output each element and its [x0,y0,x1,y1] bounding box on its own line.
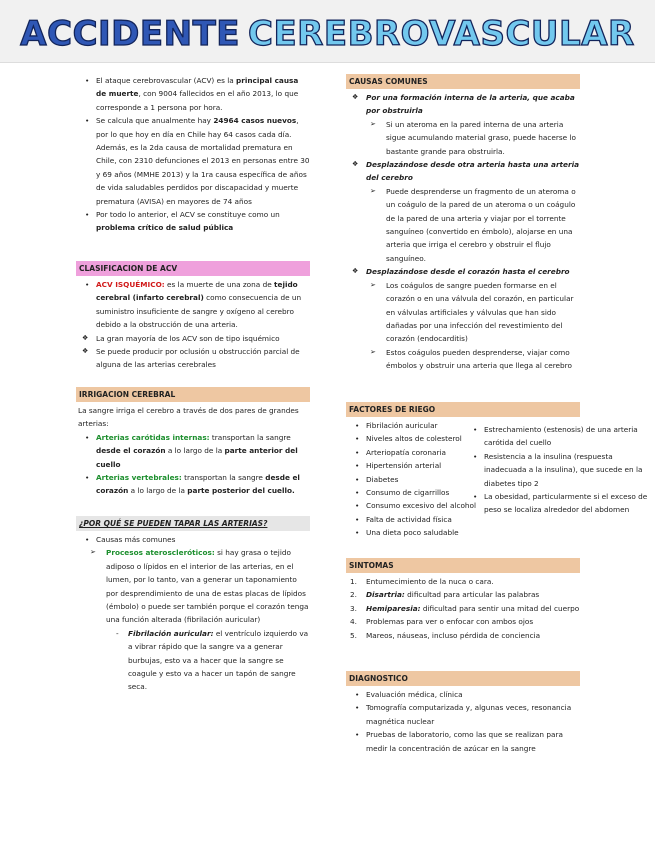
title-part-2: CEREBROVASCULAR [248,14,635,54]
page-title [0,14,655,54]
procesos-item: ➢ Procesos ateroscleróticos: si hay grasa o tejido adiposo o lípidos en el interior de las arterias, en el lumen, por lo tanto, van a generar un taponamiento por desprendimiento de una de estas placas de lípidos (émbolo) o puede ser también porque el corazón tenga una función alterada (fibrilación auricular) [76,546,310,626]
clasificacion-subitem: ❖ Se puede producir por oclusión u obstrucción parcial de alguna de las arterias cerebrales [76,345,310,372]
title-part-1: ACCIDENTE [20,14,240,54]
factor-item: • Arteriopatía coronaria [346,446,478,459]
intro-item: • Se calcula que anualmente hay 24964 casos nuevos, por lo que hoy en día en Chile hay 64 casos cada día. Además, es la 2da causa de mortalidad prematura en Chile, con 2310 defunciones el 2013 en personas entre 30 y 69 años (MMHE 2013) y la 1ra causa específica de años de vida saludables perdidos por discapacidad y muerte prematura (AVISA) en mayores de 74 años [76,114,310,208]
causas-heading: CAUSAS COMUNES [346,74,580,89]
factor-item: • Consumo de cigarrillos [346,486,478,499]
sintoma-item: 5. Mareos, náuseas, incluso pérdida de conciencia [350,630,541,640]
irrigacion-section [76,387,310,498]
factor-item: • Falta de actividad física [346,513,478,526]
sintoma-item: 1. Entumecimiento de la nuca o cara. [350,577,494,586]
diagnostico-section [346,671,580,755]
factores-heading: FACTORES DE RIEGO [346,402,580,417]
factores-left-list [346,419,478,540]
factor-item: • Consumo excesivo del alcohol [346,499,478,512]
causa-subitem: ➢ Los coágulos de sangre pueden formarse en el corazón o en una válvula del corazón, en particular en válvulas artificiales y válvulas que han sido dañadas por una infección del revestimiento del corazón (endocarditis) [346,279,580,346]
intro-item: • El ataque cerebrovascular (ACV) es la principal causa de muerte, con 9004 fallecidos en el año 2013, lo que corresponde a 1 persona por hora. [76,74,310,114]
sintoma-item: 2. Disartria: dificultad para articular las palabras [350,590,540,600]
causa-subitem: ➢ Si un ateroma en la pared interna de una arteria sigue acumulando material graso, puede hacerse lo bastante grande para obstruirla. [346,118,580,158]
intro-list [76,74,310,235]
diagnostico-item: • Pruebas de laboratorio, como las que se realizan para medir la concentración de azúcar en la sangre [346,728,580,755]
title-banner [0,0,655,63]
sintomas-heading: SINTOMAS [346,558,580,573]
causa-subitem: ➢ Estos coágulos pueden desprenderse, viajar como émbolos y obstruir una arteria que llega al cerebro [346,346,580,373]
factor-item: • Resistencia a la insulina (respuesta inadecuada a la insulina), que sucede en la diabetes tipo 2 [464,450,652,490]
causa-item: ❖ Desplazándose desde otra arteria hasta una arteria del cerebro [346,158,580,185]
factor-item: • La obesidad, particularmente si el exceso de peso se localiza alrededor del abdomen [464,490,652,517]
diagnostico-item: • Tomografía computarizada y, algunas veces, resonancia magnética nuclear [346,701,580,728]
diagnostico-heading: DIAGNOSTICO [346,671,580,686]
irrigacion-intro: La sangre irriga el cerebro a través de dos pares de grandes arterias: [78,406,299,429]
porque-heading: ¿POR QUÉ SE PUEDEN TAPAR LAS ARTERIAS? [76,516,310,531]
factor-item: • Diabetes [346,473,478,486]
factores-section [346,402,652,540]
factor-item: • Hipertensión arterial [346,459,478,472]
intro-item: • Por todo lo anterior, el ACV se constituye como un problema crítico de salud pública [76,208,310,235]
sintoma-item: 3. Hemiparesia: dificultad para sentir una mitad del cuerpo [350,603,580,613]
causa-item: ❖ Por una formación interna de la arteria, que acaba por obstruirla [346,91,580,118]
factores-right-list [464,423,652,517]
irrigacion-heading: IRRIGACION CEREBRAL [76,387,310,402]
arteria-item: • Arterias carótidas internas: transportan la sangre desde el corazón a lo largo de la parte anterior del cuello [76,431,310,471]
clasificacion-subitem: ❖ La gran mayoría de los ACV son de tipo isquémico [76,332,310,345]
diagnostico-item: • Evaluación médica, clínica [346,688,580,701]
porque-bullet: • Causas más comunes [76,533,310,546]
fibrilacion-item: - Fibrilación auricular: el ventrículo izquierdo va a vibrar rápido que la sangre va a generar burbujas, esto va a hacer que la sangre se coagule y esto va a hacer un tapón de sangre seca. [76,627,310,694]
causa-subitem: ➢ Puede desprenderse un fragmento de un ateroma o un coágulo de la pared de un ateroma o un coágulo de la pared de una arteria y viajar por el torrente sanguíneo (convertido en émbolo), alojarse en una arteria que irriga el cerebro y obstruir el flujo sanguíneo. [346,185,580,265]
factor-item: • Una dieta poco saludable [346,526,478,539]
clasificacion-heading: CLASIFICACION DE ACV [76,261,310,276]
acv-isquemico-item: • ACV ISQUÉMICO: es la muerte de una zona de tejido cerebral (infarto cerebral) como consecuencia de un suministro insuficiente de sangre y oxígeno al cerebro debido a la obstrucción de una arteria. [76,278,310,332]
left-column [76,74,310,235]
factor-item: • Niveles altos de colesterol [346,432,478,445]
causas-section [346,74,580,373]
sintoma-item: 4. Problemas para ver o enfocar con ambos ojos [350,617,534,627]
sintomas-section [346,558,580,642]
clasificacion-section [76,261,310,372]
factor-item: • Fibrilación auricular [346,419,478,432]
porque-section [76,516,310,694]
factor-item: • Estrechamiento (estenosis) de una arteria carótida del cuello [464,423,652,450]
arteria-item: • Arterias vertebrales: transportan la sangre desde el corazón a lo largo de la parte posterior del cuello. [76,471,310,498]
causa-item: ❖ Desplazándose desde el corazón hasta el cerebro [346,265,580,278]
